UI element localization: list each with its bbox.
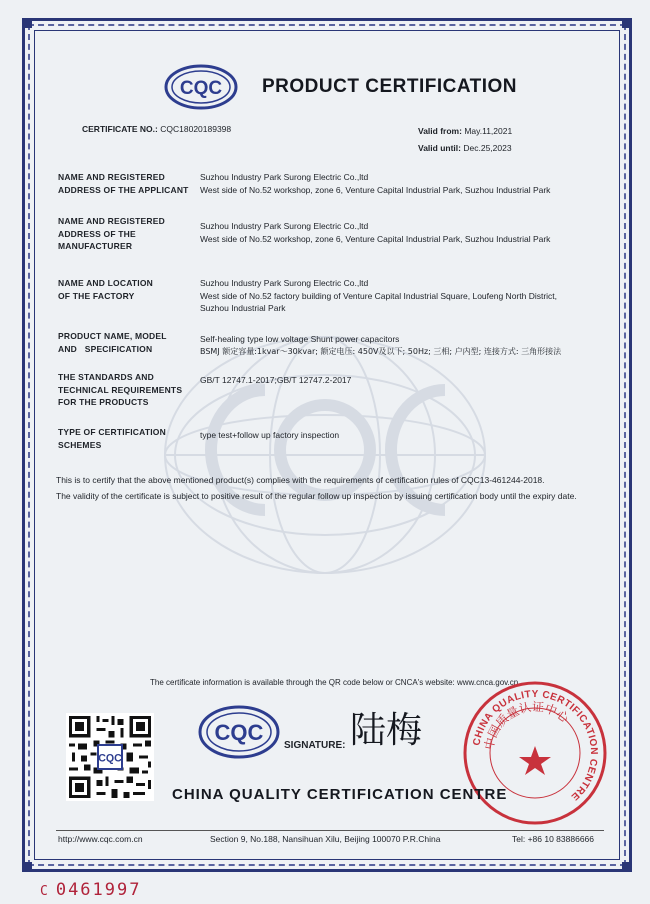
cqc-watermark-globe xyxy=(160,330,490,580)
applicant-label: NAME AND REGISTERED ADDRESS OF THE APPLICANT xyxy=(58,172,189,195)
serial-value: 0461997 xyxy=(55,880,142,900)
corner-ornament xyxy=(22,862,32,872)
product-value: Self-healing type low voltage Shunt power capacitors BSMJ 额定容量:1kvar～30kvar; 额定电压: 450V及以下; 50Hz; 三相; 户内型; 连接方式: 三角形接法 xyxy=(200,334,562,356)
svg-text:CQC: CQC xyxy=(214,720,264,745)
valid-until-value: Dec.25,2023 xyxy=(463,143,512,153)
valid-from xyxy=(418,126,512,136)
svg-text:中国质量认证中心: 中国质量认证中心 xyxy=(481,699,572,751)
certificate-number-value: CQC18020189398 xyxy=(160,124,232,134)
valid-until-label: Valid until: xyxy=(418,143,461,153)
manufacturer-label: NAME AND REGISTERED ADDRESS OF THE MANUFACTURER xyxy=(58,216,165,251)
svg-text:陆梅: 陆梅 xyxy=(350,710,423,750)
conformity-statement: This is to certify that the above mentioned product(s) complies with the requirements of certification rules of CQC13-461244-2018. xyxy=(56,475,545,485)
issuer-name: CHINA QUALITY CERTIFICATION CENTRE xyxy=(172,786,508,803)
qr-code[interactable] xyxy=(66,713,154,801)
serial-prefix: C xyxy=(40,884,48,899)
signature xyxy=(344,706,444,750)
certificate-number-label: CERTIFICATE NO.: xyxy=(82,124,158,134)
valid-from-value: May.11,2021 xyxy=(464,126,513,136)
scheme-value: type test+follow up factory inspection xyxy=(200,430,340,440)
svg-text:CQC: CQC xyxy=(179,78,223,99)
valid-until xyxy=(418,143,512,153)
signature-label: SIGNATURE: xyxy=(284,740,346,751)
standards-label: THE STANDARDS AND TECHNICAL REQUIREMENTS FOR THE PRODUCTS xyxy=(58,372,183,407)
factory-label: NAME AND LOCATION OF THE FACTORY xyxy=(58,278,154,301)
footer-address: Section 9, No.188, Nansihuan Xilu, Beijing 100070 P.R.China xyxy=(210,834,441,844)
qr-note: The certificate information is available through the QR code below or CNCA's website: www.cnca.gov.cn xyxy=(150,678,519,687)
footer-tel: Tel: +86 10 83886666 xyxy=(512,834,595,844)
certificate-number xyxy=(82,124,231,134)
corner-ornament xyxy=(22,18,32,28)
svg-text:CQC: CQC xyxy=(98,752,122,765)
valid-from-label: Valid from: xyxy=(418,126,462,136)
factory-value: Suzhou Industry Park Surong Electric Co.,ltd West side of No.52 factory building of Venture Capital Industrial Square, Loufeng North District, Suzhou Industrial Park xyxy=(200,278,558,313)
cqc-logo xyxy=(198,705,280,759)
applicant-value: Suzhou Industry Park Surong Electric Co.,ltd West side of No.52 workshop, zone 6, Venture Capital Industrial Park, Suzhou Industrial Park xyxy=(200,172,551,195)
manufacturer-value: Suzhou Industry Park Surong Electric Co.,ltd West side of No.52 workshop, zone 6, Venture Capital Industrial Park, Suzhou Industrial Park xyxy=(200,221,551,244)
scheme-label: TYPE OF CERTIFICATION SCHEMES xyxy=(58,427,166,450)
footer-divider xyxy=(56,830,604,831)
official-seal xyxy=(462,680,608,826)
serial-number xyxy=(40,880,141,900)
svg-text:CHINA QUALITY CERTIFICATION CE: CHINA QUALITY CERTIFICATION CENTRE xyxy=(471,688,600,803)
standards-value: GB/T 12747.1-2017;GB/T 12747.2-2017 xyxy=(200,375,352,385)
footer-website[interactable]: http://www.cqc.com.cn xyxy=(58,834,143,844)
cqc-logo xyxy=(164,64,238,110)
page-title: PRODUCT CERTIFICATION xyxy=(262,76,518,97)
product-label: PRODUCT NAME, MODEL AND SPECIFICATION xyxy=(58,331,167,354)
validity-statement: The validity of the certificate is subject to positive result of the regular follow up inspection by issuing certification body until the expiry date. xyxy=(56,491,577,501)
corner-ornament xyxy=(622,18,632,28)
corner-ornament xyxy=(622,862,632,872)
